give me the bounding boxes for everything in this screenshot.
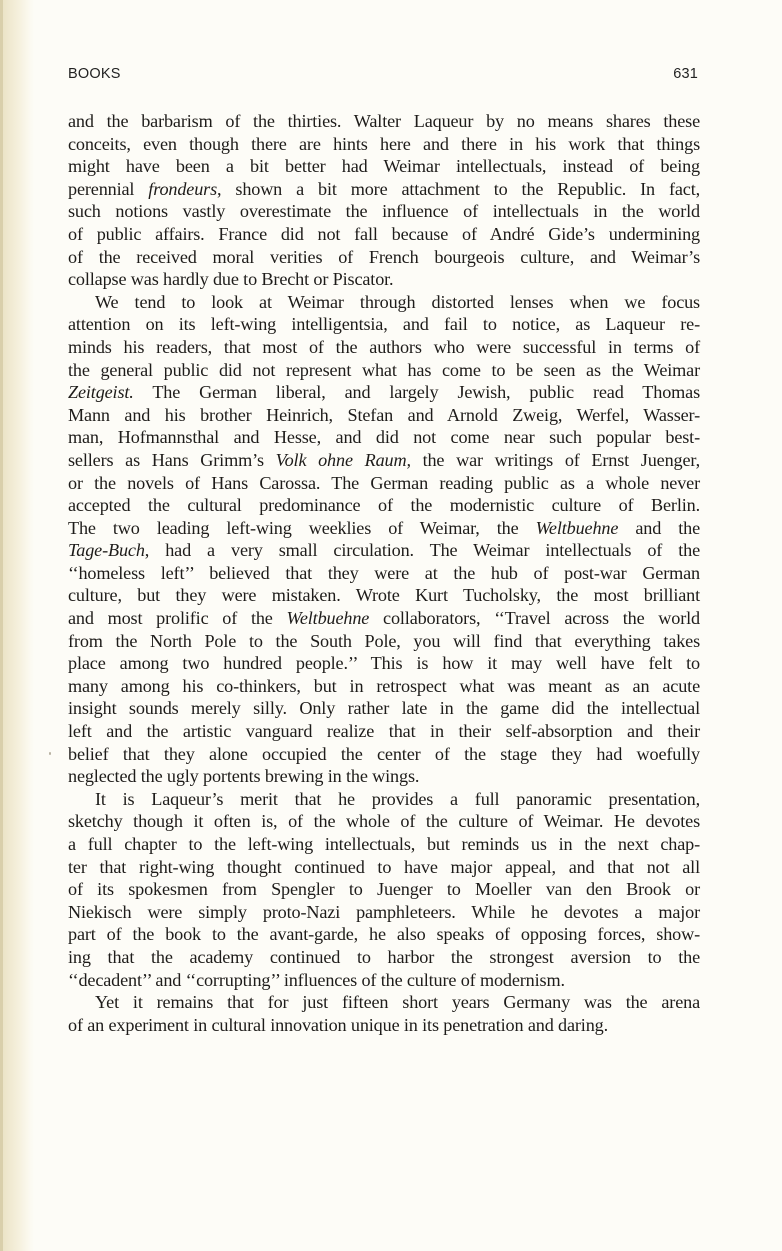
page-gutter-shadow <box>0 0 34 1251</box>
text-line: sketchy though it often is, of the whole of the culture of Weimar. He devotes <box>68 811 700 832</box>
text-line: Zeitgeist. The German liberal, and largely Jewish, public read Thomas <box>68 382 700 403</box>
page-number: 631 <box>673 66 698 82</box>
text-line: and the barbarism of the thirties. Walter Laqueur by no means shares these <box>68 111 700 131</box>
text-line: of public affairs. France did not fall because of André Gide’s undermining <box>68 223 700 244</box>
italic-title: Volk ohne Raum, <box>275 449 411 470</box>
text-line: conceits, even though there are hints here and there in his work that things <box>68 133 700 154</box>
italic-title: frondeurs <box>148 178 218 199</box>
text-line: man, Hofmannsthal and Hesse, and did not come near such popular best- <box>68 427 700 448</box>
text-line: We tend to look at Weimar through distorted lenses when we focus <box>95 291 700 312</box>
italic-title: Weltbuehne <box>286 608 370 629</box>
text-line: minds his readers, that most of the authors who were successful in terms of <box>68 336 700 357</box>
text-line: of its spokesmen from Spengler to Juenger to Moeller van den Brook or <box>68 879 700 900</box>
text-line: such notions vastly overestimate the influence of intellectuals in the world <box>68 201 700 222</box>
text-line: a full chapter to the left-wing intellectuals, but reminds us in the next chap- <box>68 834 700 854</box>
text-line: culture, but they were mistaken. Wrote Kurt Tucholsky, the most brilliant <box>68 585 700 606</box>
paragraph <box>68 991 700 1036</box>
text-line: left and the artistic vanguard realize that in their self-absorption and their <box>68 721 700 742</box>
text-line: ‘‘decadent’’ and ‘‘corrupting’’ influences of the culture of modernism. <box>68 969 565 990</box>
text-line: neglected the ugly portents brewing in the wings. <box>68 766 420 787</box>
text-line: insight sounds merely silly. Only rather late in the game did the intellectual <box>68 698 700 719</box>
text-line: It is Laqueur’s merit that he provides a full panoramic presentation, <box>95 788 700 809</box>
text-line: Niekisch were simply proto-Nazi pamphleteers. While he devotes a major <box>68 901 700 922</box>
text-line: sellers as Hans Grimm’s Volk ohne Raum, the war writings of Ernst Juenger, <box>68 449 700 470</box>
text-line: perennial frondeurs, shown a bit more attachment to the Republic. In fact, <box>68 178 700 199</box>
page-binding-edge <box>0 0 3 1251</box>
text-line: from the North Pole to the South Pole, you will find that everything takes <box>68 630 700 651</box>
text-line: attention on its left-wing intelligentsia, and fail to notice, as Laqueur re- <box>68 314 700 335</box>
text-line: Yet it remains that for just fifteen short years Germany was the arena <box>95 992 700 1013</box>
text-line: might have been a bit better had Weimar intellectuals, instead of being <box>68 156 700 177</box>
text-line: Mann and his brother Heinrich, Stefan and Arnold Zweig, Werfel, Wasser- <box>68 404 700 425</box>
text-line: of an experiment in cultural innovation unique in its penetration and daring. <box>68 1014 608 1035</box>
italic-title: Tage-Buch <box>68 540 145 561</box>
text-line: ‘‘homeless left’’ believed that they were at the hub of post-war German <box>68 562 700 583</box>
section-title: BOOKS <box>68 66 121 82</box>
text-line: ing that the academy continued to harbor the strongest aversion to the <box>68 946 700 967</box>
italic-title: Weltbuehne <box>535 517 619 538</box>
text-line: ter that right-wing thought continued to have major appeal, and that not all <box>68 856 700 877</box>
text-line: part of the book to the avant-garde, he also speaks of opposing forces, show- <box>68 924 700 945</box>
text-line: accepted the cultural predominance of the modernistic culture of Berlin. <box>68 495 700 516</box>
text-line: and most prolific of the Weltbuehne collaborators, ‘‘Travel across the world <box>68 608 700 629</box>
text-line: The two leading left-wing weeklies of Weimar, the Weltbuehne and the <box>68 517 700 538</box>
paragraph <box>68 110 700 291</box>
text-line: place among two hundred people.’’ This is how it may well have felt to <box>68 653 700 674</box>
italic-title: Zeitgeist. <box>68 382 134 403</box>
text-line: or the novels of Hans Carossa. The German reading public as a whole never <box>68 472 700 493</box>
text-line: collapse was hardly due to Brecht or Piscator. <box>68 269 394 290</box>
paragraph <box>68 291 700 788</box>
text-line: Tage-Buch, had a very small circulation. The Weimar intellectuals of the <box>68 540 700 561</box>
text-line: of the received moral verities of French bourgeois culture, and Weimar’s <box>68 246 700 267</box>
paragraph <box>68 788 700 991</box>
text-line: many among his co-thinkers, but in retrospect what was meant as an acute <box>68 675 700 696</box>
scan-speck <box>49 752 51 755</box>
text-line: the general public did not represent what has come to be seen as the Weimar <box>68 359 700 380</box>
running-head <box>68 66 698 82</box>
article-body <box>68 110 700 1036</box>
text-line: belief that they alone occupied the center of the stage they had woefully <box>68 743 700 764</box>
